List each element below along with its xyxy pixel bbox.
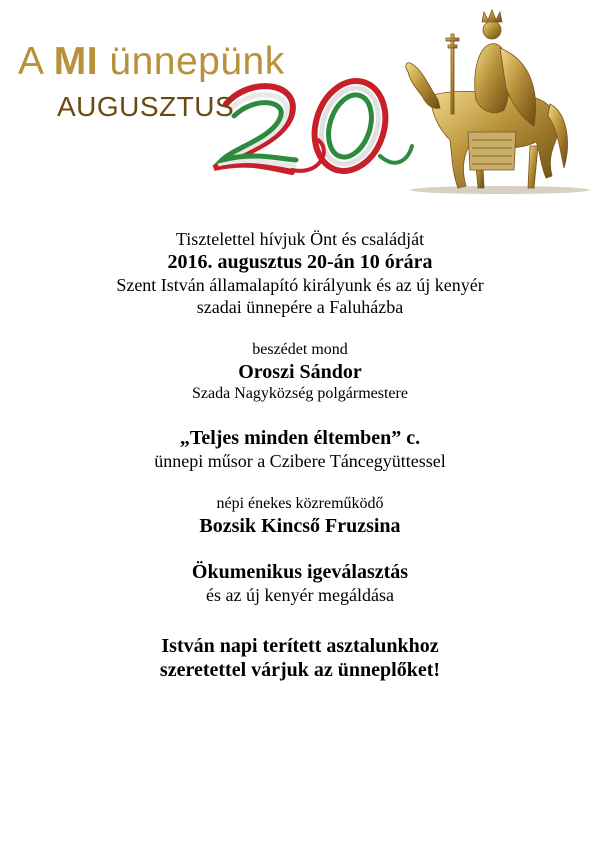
ecumenical-description: és az új kenyér megáldása	[206, 585, 394, 605]
ribbon-20-graphic	[214, 72, 412, 181]
singer-name: Bozsik Kincső Fruzsina	[199, 515, 401, 537]
header-title-a: A	[18, 40, 43, 83]
equestrian-statue-icon	[406, 10, 590, 194]
header-banner	[0, 0, 600, 205]
speech-label: beszédet mond	[252, 341, 348, 358]
ecumenical-title: Ökumenikus igeválasztás	[191, 561, 409, 583]
closing-line-2: szeretettel várjuk az ünneplőket!	[159, 659, 441, 681]
singer-label: népi énekes közreműködő	[216, 495, 384, 512]
header-title-rest: ünnepünk	[109, 40, 285, 83]
closing-line-1: István napi terített asztalunkhoz	[161, 635, 439, 657]
speaker-name: Oroszi Sándor	[238, 361, 362, 383]
speaker-title: Szada Nagyközség polgármestere	[192, 385, 408, 402]
program-description: ünnepi műsor a Czibere Táncegyüttessel	[154, 451, 446, 471]
invitation-body	[0, 228, 600, 682]
header-title	[18, 40, 285, 84]
occasion-line-1: Szent István államalapító királyunk és az új kenyér	[116, 275, 484, 295]
header-title-mi: MI	[53, 40, 99, 83]
header-subtitle: AUGUSZTUS	[57, 91, 235, 122]
intro-text: Tisztelettel hívjuk Önt és családját	[175, 229, 425, 249]
occasion-line-2: szadai ünnepére a Faluházba	[196, 297, 404, 317]
program-title: „Teljes minden éltemben” c.	[179, 427, 421, 449]
event-datetime: 2016. augusztus 20-án 10 órára	[167, 251, 433, 273]
